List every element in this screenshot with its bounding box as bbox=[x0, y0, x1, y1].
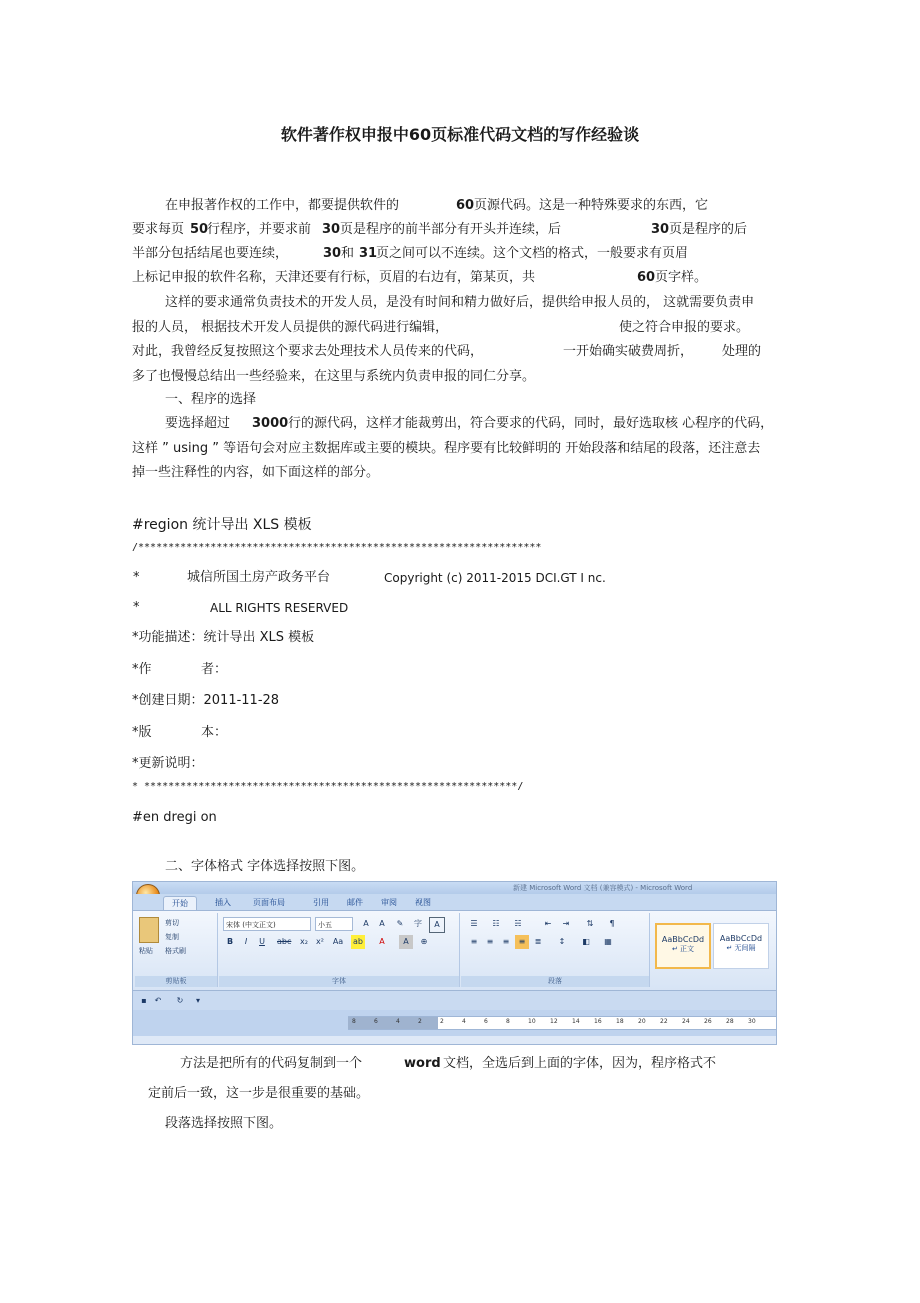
copy-button[interactable]: 复制 bbox=[165, 933, 179, 941]
save-icon[interactable]: ▪ bbox=[141, 996, 147, 1005]
redo-icon[interactable]: ↻ bbox=[176, 996, 184, 1005]
para-text: 使之符合申报的要求。 bbox=[619, 320, 750, 335]
ruler-tick-label: 16 bbox=[594, 1018, 602, 1025]
intro-text: 行程序，并要求前 bbox=[207, 222, 312, 237]
ruler-tick-label: 12 bbox=[550, 1018, 558, 1025]
font-group-label: 字体 bbox=[219, 976, 459, 987]
font-name-combo[interactable]: 宋体 (中文正文) bbox=[223, 917, 311, 931]
method-text: 段落选择按照下图。 bbox=[165, 1116, 283, 1131]
code-line: *作 bbox=[132, 662, 152, 677]
code-line: *更新说明： bbox=[132, 756, 204, 771]
tab-view[interactable]: 视图 bbox=[415, 898, 431, 907]
tab-mailings[interactable]: 邮件 bbox=[347, 898, 363, 907]
intro-number: 60 bbox=[456, 198, 475, 213]
style-normal-name: ↵ 正文 bbox=[671, 945, 695, 953]
ruler-tick-label: 8 bbox=[506, 1018, 510, 1025]
grow-font-icon[interactable]: A bbox=[363, 919, 369, 928]
intro-text: 上标记申报的软件名称，天津还要有行标，页眉的右边有，第某页，共 bbox=[132, 270, 536, 285]
ruler-tick-label: 22 bbox=[660, 1018, 668, 1025]
customize-qat-icon[interactable]: ▾ bbox=[195, 996, 200, 1005]
code-line: 城信所国土房产政务平台 bbox=[187, 570, 331, 585]
para-text: 报的人员， 根据技术开发人员提供的源代码进行编辑， bbox=[132, 320, 449, 335]
para-text: 多了也慢慢总结出一些经验来，在这里与系统内负责申报的同仁分享。 bbox=[132, 369, 536, 384]
intro-text: 页字样。 bbox=[655, 270, 708, 285]
code-line: *创建日期：2011-11-28 bbox=[132, 693, 280, 708]
intro-number: 30 bbox=[651, 222, 670, 237]
method-word: word bbox=[404, 1056, 441, 1071]
section-heading: 一、程序的选择 bbox=[165, 392, 257, 407]
para-text: 处理的 bbox=[722, 344, 762, 359]
paragraph-group bbox=[461, 913, 650, 987]
italic-icon[interactable]: I bbox=[244, 937, 248, 946]
increase-indent-icon[interactable]: ⇥ bbox=[562, 919, 570, 928]
char-shading-icon[interactable]: A bbox=[399, 935, 413, 949]
intro-number: 30 bbox=[322, 222, 341, 237]
intro-text: 和 bbox=[341, 246, 355, 261]
align-left-icon[interactable]: ≡ bbox=[470, 937, 478, 946]
char-border-icon[interactable]: A bbox=[429, 917, 445, 933]
para-text: 这样的要求通常负责技术的开发人员，是没有时间和精力做好后，提供给申报人员的， 这就需要负责申 bbox=[165, 295, 755, 310]
intro-text: 页是程序的后 bbox=[669, 222, 748, 237]
style-normal[interactable] bbox=[655, 923, 711, 969]
multilevel-icon[interactable]: ☵ bbox=[514, 919, 522, 928]
ruler-tick-label: 30 bbox=[748, 1018, 756, 1025]
para-text: 一开始确实破费周折， bbox=[563, 344, 694, 359]
style-normal-sample: AaBbCcDd bbox=[661, 935, 705, 944]
intro-number: 30 bbox=[323, 246, 342, 261]
ruler-tick-label: 4 bbox=[396, 1018, 400, 1025]
style-no-spacing[interactable] bbox=[713, 923, 769, 969]
code-region: #region 统计导出 XLS 模板 bbox=[132, 517, 312, 533]
ribbon-tabs bbox=[133, 894, 776, 910]
ruler-margin bbox=[348, 1017, 438, 1029]
ribbon-title: 新建 Microsoft Word 文档 (兼容模式) - Microsoft Word bbox=[513, 884, 693, 892]
distribute-icon[interactable]: ≣ bbox=[534, 937, 542, 946]
font-color-icon[interactable]: A bbox=[379, 937, 385, 946]
tab-references[interactable]: 引用 bbox=[313, 898, 329, 907]
horizontal-ruler[interactable] bbox=[133, 1010, 776, 1044]
intro-number: 31 bbox=[359, 246, 378, 261]
section-number: 3000 bbox=[252, 416, 289, 431]
ruler-tick-label: 26 bbox=[704, 1018, 712, 1025]
paragraph-group-label: 段落 bbox=[461, 976, 649, 987]
ruler-tick-label: 20 bbox=[638, 1018, 646, 1025]
page-title: 软件著作权申报中60页标准代码文档的写作经验谈 bbox=[280, 125, 640, 144]
section-text: 要选择超过 bbox=[165, 416, 231, 431]
code-line: * bbox=[133, 570, 140, 585]
align-center-icon[interactable]: ≡ bbox=[486, 937, 494, 946]
bullets-icon[interactable]: ☰ bbox=[470, 919, 478, 928]
font-group bbox=[219, 913, 460, 987]
subscript-icon[interactable]: x₂ bbox=[300, 937, 308, 946]
justify-icon[interactable]: ≡ bbox=[515, 935, 529, 949]
enclose-char-icon[interactable]: ⊕ bbox=[420, 937, 428, 946]
borders-icon[interactable]: ▦ bbox=[604, 937, 612, 946]
align-right-icon[interactable]: ≡ bbox=[502, 937, 510, 946]
style-no-spacing-sample: AaBbCcDd bbox=[719, 934, 763, 943]
tab-insert[interactable]: 插入 bbox=[215, 898, 231, 907]
code-line: * bbox=[133, 600, 140, 615]
bold-icon[interactable]: B bbox=[226, 937, 234, 946]
ruler-tick-label: 2 bbox=[418, 1018, 422, 1025]
ruler-tick-label: 4 bbox=[462, 1018, 466, 1025]
change-case-icon[interactable]: Aa bbox=[332, 937, 344, 946]
ruler-tick-label: 10 bbox=[528, 1018, 536, 1025]
ruler-tick-label: 18 bbox=[616, 1018, 624, 1025]
superscript-icon[interactable]: x² bbox=[316, 937, 324, 946]
line-spacing-icon[interactable]: ↕ bbox=[558, 937, 566, 946]
clipboard-label: 剪贴板 bbox=[135, 976, 217, 987]
cut-button[interactable]: 剪切 bbox=[165, 919, 179, 927]
shading-icon[interactable]: ◧ bbox=[582, 937, 590, 946]
font-size-combo[interactable]: 小五 bbox=[315, 917, 353, 931]
tab-review[interactable]: 审阅 bbox=[381, 898, 397, 907]
sort-icon[interactable]: ⇅ bbox=[586, 919, 594, 928]
intro-text: 半部分包括结尾也要连续， bbox=[132, 246, 289, 261]
decrease-indent-icon[interactable]: ⇤ bbox=[544, 919, 552, 928]
method-text: 文档，全选后到上面的字体，因为，程序格式不 bbox=[443, 1056, 717, 1071]
show-marks-icon[interactable]: ¶ bbox=[609, 919, 615, 928]
intro-text: 要求每页 bbox=[132, 222, 185, 237]
tab-page-layout[interactable]: 页面布局 bbox=[253, 898, 285, 907]
styles-group bbox=[651, 913, 776, 987]
section-heading: 二、字体格式 字体选择按照下图。 bbox=[165, 859, 365, 874]
phonetic-icon[interactable]: 字 bbox=[414, 919, 422, 928]
shrink-font-icon[interactable]: A bbox=[379, 919, 385, 928]
paste-icon[interactable] bbox=[139, 917, 159, 943]
clear-format-icon[interactable]: ✎ bbox=[396, 919, 404, 928]
tab-home[interactable]: 开始 bbox=[163, 896, 197, 911]
format-painter-button[interactable]: 格式刷 bbox=[165, 947, 186, 955]
style-no-spacing-name: ↵ 无间隔 bbox=[726, 944, 756, 952]
ruler-tick-label: 14 bbox=[572, 1018, 580, 1025]
para-text: 对此，我曾经反复按照这个要求去处理技术人员传来的代码， bbox=[132, 344, 484, 359]
ruler-bar[interactable] bbox=[348, 1016, 776, 1030]
ruler-tick-label: 8 bbox=[352, 1018, 356, 1025]
code-line: Copyright (c) 2011-2015 DCI.GT I nc. bbox=[384, 571, 606, 585]
undo-icon[interactable]: ↶ bbox=[154, 996, 162, 1005]
code-line: ALL RIGHTS RESERVED bbox=[210, 601, 349, 615]
ruler-tick-label: 6 bbox=[374, 1018, 378, 1025]
ribbon-titlebar bbox=[133, 882, 776, 894]
ribbon-body bbox=[133, 910, 776, 991]
highlight-icon[interactable]: ab bbox=[351, 935, 365, 949]
code-line: 者： bbox=[201, 662, 228, 677]
paste-button[interactable]: 粘贴 bbox=[139, 947, 153, 955]
ruler-tick-label: 24 bbox=[682, 1018, 690, 1025]
numbering-icon[interactable]: ☷ bbox=[492, 919, 500, 928]
method-text: 方法是把所有的代码复制到一个 bbox=[180, 1056, 363, 1071]
quick-access-toolbar bbox=[133, 990, 776, 1011]
section-text: 这样 ” using ” 等语句会对应主数据库或主要的模块。程序要有比较鲜明的 开始段落和结尾的段落，还注意去 bbox=[132, 441, 761, 456]
clipboard-group bbox=[135, 913, 218, 987]
ruler-tick-label: 6 bbox=[484, 1018, 488, 1025]
word-ribbon-screenshot bbox=[132, 881, 777, 1045]
code-stars-bottom: * **************************************************************/ bbox=[132, 781, 524, 792]
intro-text: 页之间可以不连续。这个文档的格式，一般要求有页眉 bbox=[376, 246, 689, 261]
code-endregion: #en dregi on bbox=[132, 810, 217, 825]
underline-icon[interactable]: U bbox=[259, 937, 265, 946]
ruler-tick-label: 2 bbox=[440, 1018, 444, 1025]
ruler-tick-label: 28 bbox=[726, 1018, 734, 1025]
intro-number: 60 bbox=[637, 270, 656, 285]
section-text: 行的源代码，这样才能裁剪出，符合要求的代码，同时，最好选取核 心程序的代码， bbox=[288, 416, 774, 431]
intro-number: 50 bbox=[190, 222, 209, 237]
intro-text: 在申报著作权的工作中，都要提供软件的 bbox=[165, 198, 400, 213]
code-stars-top: /******************************************************************* bbox=[132, 542, 542, 553]
code-line: *功能描述：统计导出 XLS 模板 bbox=[132, 630, 315, 645]
code-line: *版 bbox=[132, 725, 152, 740]
code-line: 本： bbox=[201, 725, 228, 740]
section-text: 掉一些注释性的内容，如下面这样的部分。 bbox=[132, 465, 380, 480]
intro-text: 页源代码。这是一种特殊要求的东西，它 bbox=[474, 198, 709, 213]
intro-text: 页是程序的前半部分有开头并连续，后 bbox=[340, 222, 562, 237]
ruler-lower-strip bbox=[133, 1036, 776, 1044]
method-text: 定前后一致，这一步是很重要的基础。 bbox=[148, 1086, 370, 1101]
strikethrough-icon[interactable]: abc bbox=[277, 937, 292, 946]
